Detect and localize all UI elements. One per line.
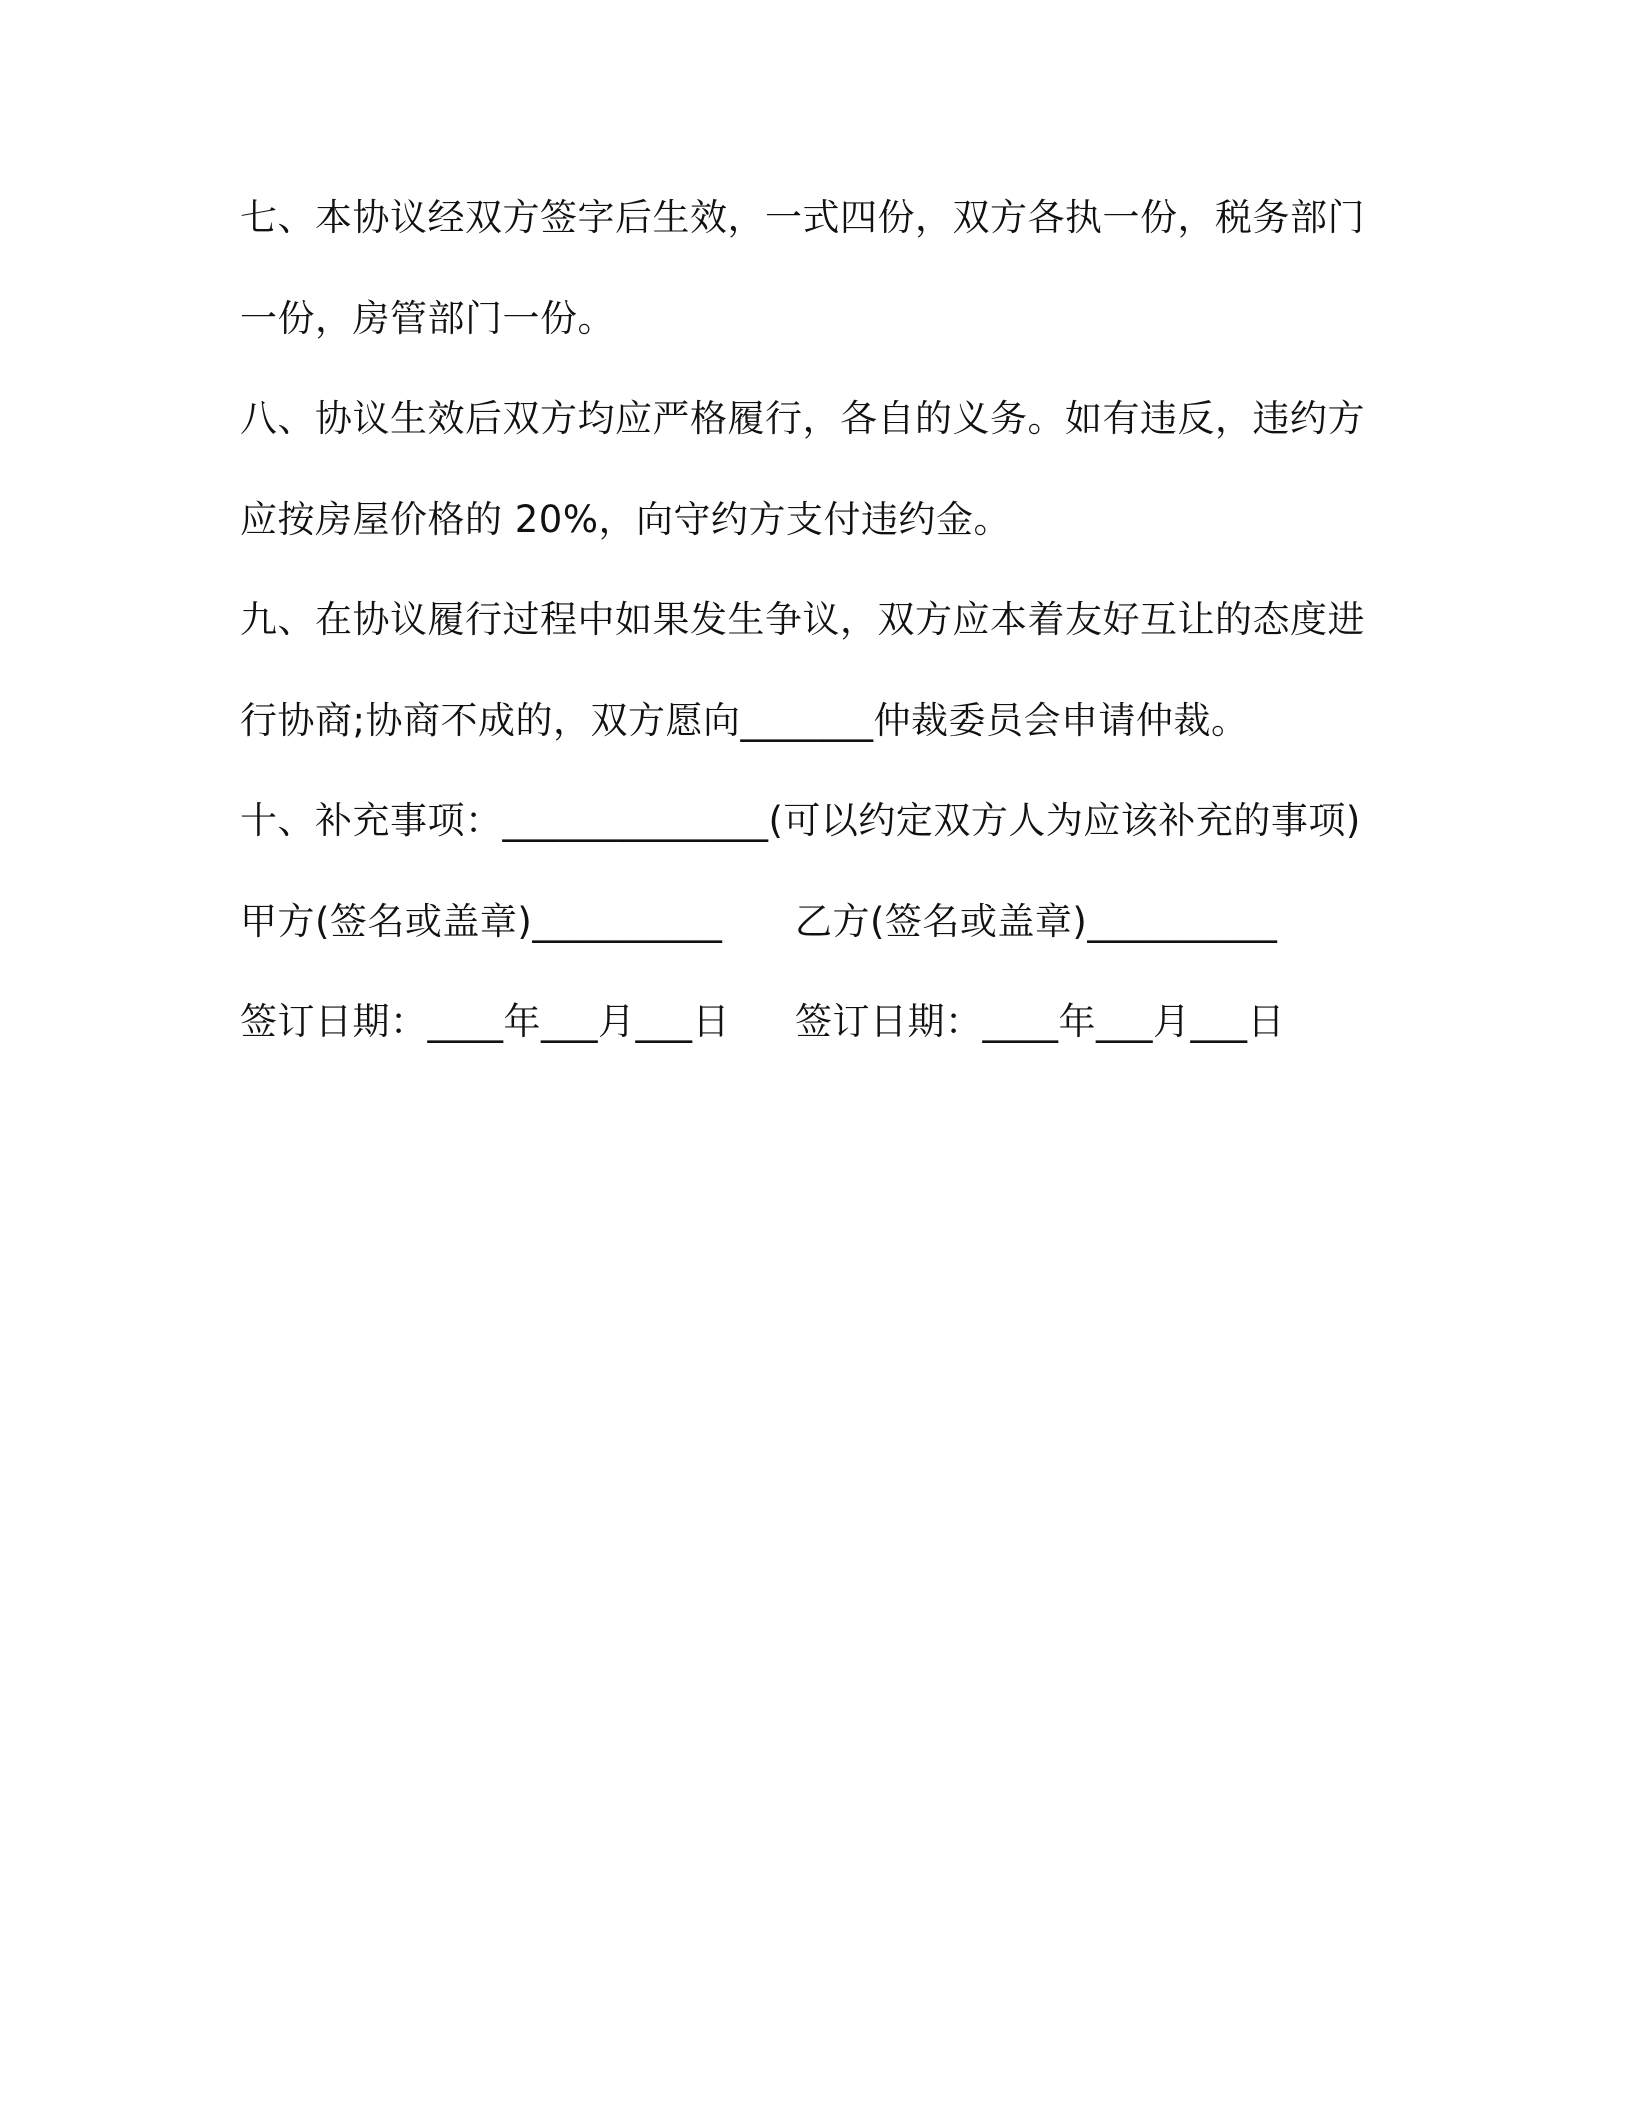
clause-8-line-1: 八、协议生效后双方均应严格履行，各自的义务。如有违反，违约方 <box>240 397 1365 440</box>
party-b-signature: 乙方(签名或盖章)__________ <box>795 899 1278 943</box>
clause-9-line-2: 行协商;协商不成的，双方愿向_______仲裁委员会申请仲裁。 <box>240 698 1249 742</box>
agreement-body <box>240 186 1400 1091</box>
date-row <box>240 990 1400 1091</box>
signature-row <box>240 890 1400 991</box>
party-b-sign-date: 签订日期：____年___月___日 <box>795 1000 1285 1043</box>
clause-9-line-1: 九、在协议履行过程中如果发生争议，双方应本着友好互让的态度进 <box>240 598 1365 641</box>
party-a-sign-date: 签订日期：____年___月___日 <box>240 1000 730 1043</box>
clause-7-line-2: 一份，房管部门一份。 <box>240 296 615 340</box>
clause-8-line-2: 应按房屋价格的 20%，向守约方支付违约金。 <box>240 497 1011 541</box>
clause-10-line-1: 十、补充事项：______________(可以约定双方人为应该补充的事项) <box>240 799 1361 842</box>
clause-7-line-1: 七、本协议经双方签字后生效，一式四份，双方各执一份，税务部门 <box>240 196 1365 239</box>
party-a-signature: 甲方(签名或盖章)__________ <box>240 899 723 943</box>
